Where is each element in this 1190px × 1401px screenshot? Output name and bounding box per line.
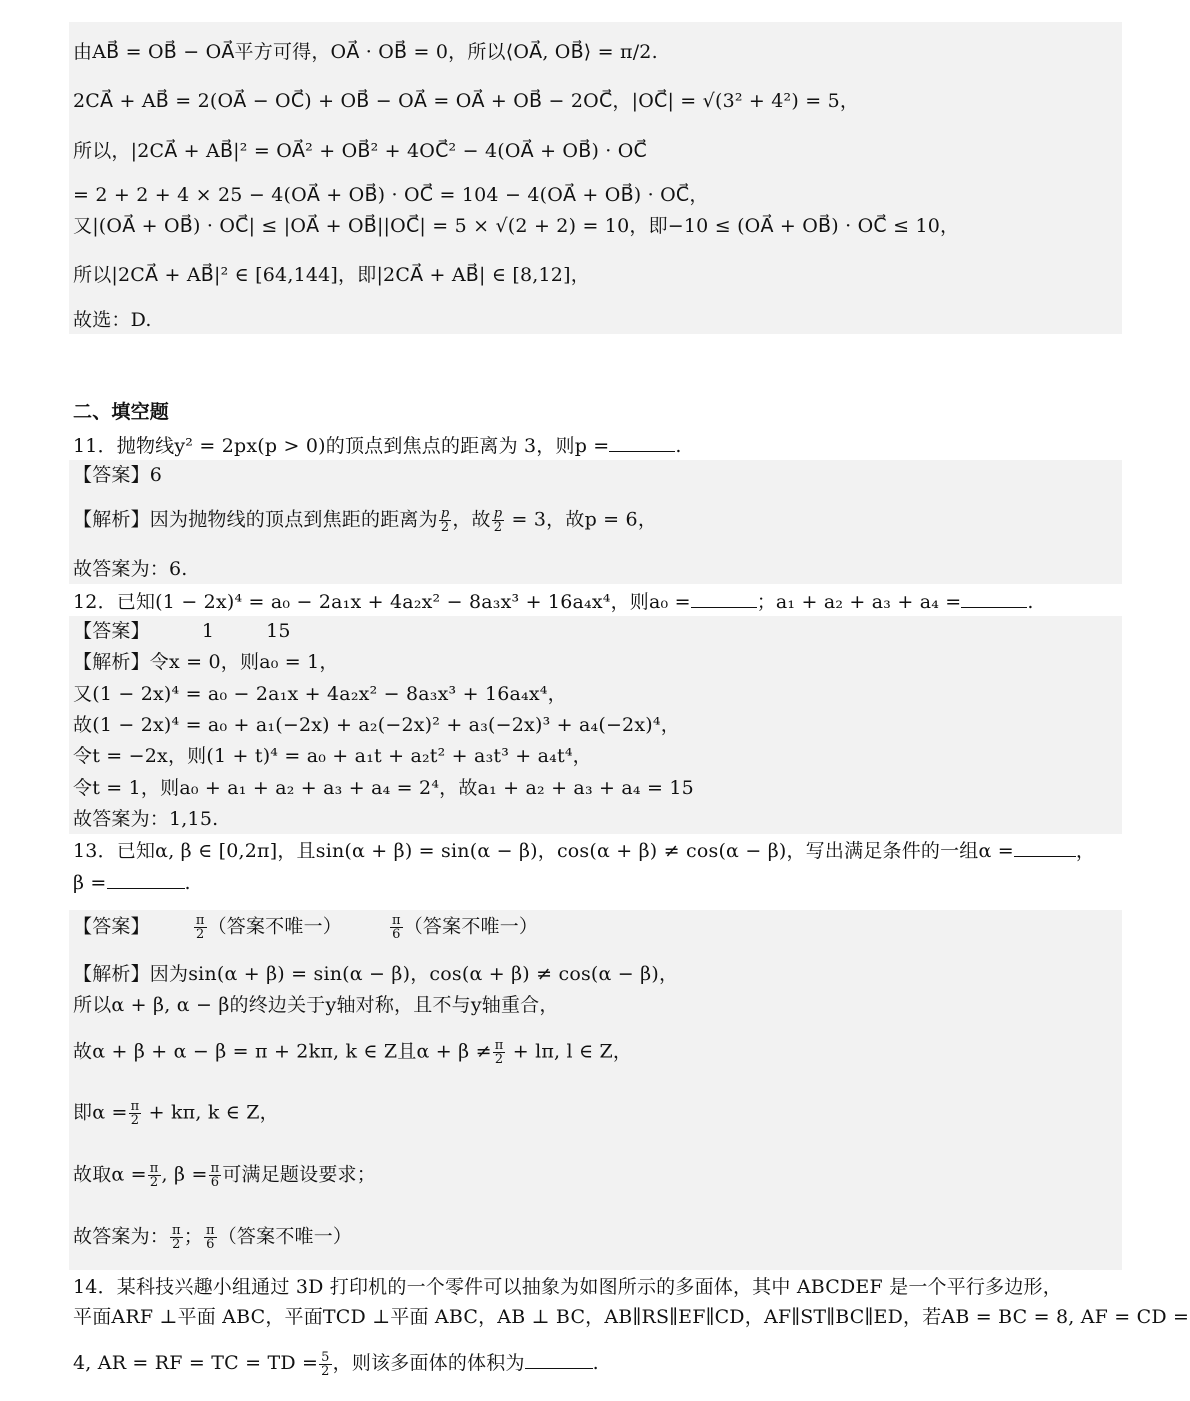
q14-text-3	[73, 1350, 599, 1378]
fraction-num: 5	[321, 1349, 330, 1365]
solution-line-6: 所以|2CA⃗ + AB⃗|² ∈ [64,144]，即|2CA⃗ + AB⃗| ∈ [8,12]，	[73, 264, 590, 286]
q12-question-end: .	[1027, 591, 1034, 613]
answer-blank[interactable]	[1014, 838, 1076, 857]
q13-answer-note: （答案不唯一）	[403, 915, 539, 938]
answer-blank[interactable]	[107, 870, 185, 889]
fraction	[493, 1039, 506, 1066]
q13-conclusion-sep: ；	[183, 1225, 203, 1248]
q13-analysis-1: 【解析】因为sin(α + β) = sin(α − β)，cos(α + β) ≠ cos(α − β)，	[73, 963, 679, 985]
q12-answer-label: 【答案】	[73, 620, 150, 642]
q13-analysis-4a: 即α =	[73, 1101, 128, 1124]
q11-question-text: 11．抛物线y² = 2px(p > 0)的顶点到焦点的距离为 3，则p =	[73, 435, 610, 457]
q12-analysis-line: 令t = 1，则a₀ + a₁ + a₂ + a₃ + a₄ = 2⁴，故a₁ + a₂ + a₃ + a₄ = 15	[73, 777, 694, 799]
solution-block-10	[69, 22, 1122, 334]
q13-analysis-3a: 故α + β + α − β = π + 2kπ, k ∈ Z且α + β ≠	[73, 1040, 492, 1063]
q13-analysis-5c: 可满足题设要求；	[222, 1163, 376, 1186]
fraction-num: π	[494, 1038, 504, 1053]
q13-analysis-5b: , β =	[161, 1163, 208, 1186]
q13-analysis-2: 所以α + β, α − β的终边关于y轴对称，且不与y轴重合，	[73, 994, 559, 1016]
solution-line-3: 所以，|2CA⃗ + AB⃗|² = OA⃗² + OB⃗² + 4OC⃗² − 4(OA⃗ + OB⃗) · OC⃗	[73, 140, 648, 162]
q14-text-end: .	[592, 1352, 599, 1374]
q13-question-comma: ，	[1075, 840, 1096, 862]
fraction	[194, 914, 207, 941]
fraction	[439, 507, 452, 534]
fraction-num: p	[493, 506, 503, 521]
fraction	[319, 1351, 331, 1378]
fraction	[390, 914, 403, 941]
solution-line-4: = 2 + 2 + 4 × 25 − 4(OA⃗ + OB⃗) · OC⃗ = 104 − 4(OA⃗ + OB⃗) · OC⃗，	[73, 184, 709, 206]
answer-blank[interactable]	[609, 433, 675, 452]
q13-analysis-4	[73, 1100, 279, 1127]
q12-analysis-line: 令t = −2x，则(1 + t)⁴ = a₀ + a₁t + a₂t² + a₃t³ + a₄t⁴，	[73, 745, 592, 767]
q13-question-end: .	[184, 872, 191, 894]
answer-blank[interactable]	[691, 589, 757, 608]
q13-answer-note: （答案不唯一）	[217, 1225, 353, 1248]
q13-analysis-5	[73, 1162, 376, 1189]
solution-line-1: 由AB⃗ = OB⃗ − OA⃗平方可得，OA⃗ · OB⃗ = 0，所以⟨OA⃗, OB⃗⟩ = π/2.	[73, 41, 658, 63]
q13-analysis-5a: 故取α =	[73, 1163, 147, 1186]
fraction-den: 2	[130, 1113, 140, 1128]
q12-analysis-line: 【解析】令x = 0，则a₀ = 1，	[73, 651, 339, 673]
q14-text-3a: 4, AR = RF = TC = TD =	[73, 1352, 319, 1374]
fraction-num: π	[172, 1223, 181, 1238]
q13-conclusion-a: 故答案为：	[73, 1225, 170, 1248]
q12-answer	[73, 619, 291, 643]
q13-question-a: 13．已知α, β ∈ [0,2π]，且sin(α + β) = sin(α − β)，cos(α + β) ≠ cos(α − β)，写出满足条件的一组α =	[73, 840, 1014, 862]
q12-answer-1: 1	[201, 620, 215, 642]
fraction-den: 6	[392, 927, 401, 942]
q13-answer	[73, 914, 538, 941]
fraction-num: π	[149, 1161, 159, 1176]
answer-blank[interactable]	[525, 1350, 593, 1369]
q12-analysis-line: 故答案为：1,15.	[73, 808, 219, 830]
fraction-num: π	[195, 913, 205, 928]
fraction-den: 2	[172, 1237, 181, 1252]
q13-analysis-3	[73, 1039, 632, 1066]
fraction	[204, 1224, 217, 1251]
answer-blank[interactable]	[961, 589, 1027, 608]
fraction-den: 6	[206, 1237, 215, 1252]
q13-question-b-text: β =	[73, 872, 107, 894]
q11-question-end: .	[675, 435, 682, 457]
q11-question	[73, 433, 682, 458]
q12-analysis-line: 故(1 − 2x)⁴ = a₀ + a₁(−2x) + a₂(−2x)² + a₃(−2x)³ + a₄(−2x)⁴，	[73, 714, 680, 736]
q14-text-3b: ，则该多面体的体积为	[332, 1352, 525, 1374]
q11-analysis-a: 【解析】因为抛物线的顶点到焦距的距离为	[73, 508, 438, 531]
fraction-den: 2	[195, 927, 205, 942]
fraction-den: 2	[321, 1363, 330, 1379]
fraction	[129, 1100, 142, 1127]
q14-text-1: 14．某科技兴趣小组通过 3D 打印机的一个零件可以抽象为如图所示的多面体，其中 ABCDEF 是一个平行多边形，	[73, 1276, 1062, 1298]
q14-text-2: 平面ARF ⊥平面 ABC，平面TCD ⊥平面 ABC，AB ⊥ BC，AB∥RS∥EF∥CD，AF∥ST∥BC∥ED，若AB = BC = 8, AF = CD =	[73, 1306, 1190, 1328]
q13-answer-note: （答案不唯一）	[207, 915, 342, 938]
solution-line-5: 又|(OA⃗ + OB⃗) · OC⃗| ≤ |OA⃗ + OB⃗||OC⃗| = 5 × √(2 + 2) = 10，即−10 ≤ (OA⃗ + OB⃗) · OC⃗ ≤ 10，	[73, 215, 960, 237]
q13-analysis-4b: + kπ, k ∈ Z，	[142, 1101, 279, 1124]
q11-analysis-b: ，故	[452, 508, 491, 531]
q13-conclusion	[73, 1224, 352, 1251]
q12-analysis-line: 又(1 − 2x)⁴ = a₀ − 2a₁x + 4a₂x² − 8a₃x³ + 16a₄x⁴，	[73, 683, 567, 705]
fraction	[492, 507, 505, 534]
q13-question-b	[73, 870, 191, 895]
q11-answer: 【答案】6	[73, 464, 163, 486]
solution-line-2: 2CA⃗ + AB⃗ = 2(OA⃗ − OC⃗) + OB⃗ − OA⃗ = OA⃗ + OB⃗ − 2OC⃗，|OC⃗| = √(3² + 4²) = 5，	[73, 90, 860, 112]
q13-analysis-3b: + lπ, l ∈ Z，	[506, 1040, 633, 1063]
fraction-den: 2	[440, 520, 450, 535]
q13-answer-label: 【答案】	[73, 915, 150, 938]
q12-question-mid: ；a₁ + a₂ + a₃ + a₄ =	[756, 591, 962, 613]
q12-answer-2: 15	[266, 620, 291, 642]
fraction	[148, 1162, 161, 1189]
fraction-num: π	[210, 1161, 220, 1176]
fraction-num: π	[130, 1099, 140, 1114]
fraction-den: 2	[494, 1052, 504, 1067]
q12-question-a: 12．已知(1 − 2x)⁴ = a₀ − 2a₁x + 4a₂x² − 8a₃x³ + 16a₄x⁴，则a₀ =	[73, 591, 691, 613]
q11-conclusion: 故答案为：6.	[73, 558, 188, 580]
solution-line-7: 故选：D.	[73, 309, 152, 331]
q11-analysis-c: = 3，故p = 6，	[505, 508, 658, 531]
fraction	[170, 1224, 183, 1251]
fraction-num: π	[391, 913, 401, 928]
section-heading: 二、填空题	[73, 401, 170, 423]
fraction-num: π	[205, 1223, 215, 1238]
fraction	[209, 1162, 222, 1189]
fraction-num: p	[440, 506, 450, 521]
q12-question	[73, 589, 1034, 614]
fraction-den: 2	[149, 1175, 159, 1190]
fraction-den: 6	[210, 1175, 220, 1190]
fraction-den: 2	[493, 520, 503, 535]
q13-question	[73, 838, 1095, 863]
q11-analysis	[73, 507, 657, 534]
